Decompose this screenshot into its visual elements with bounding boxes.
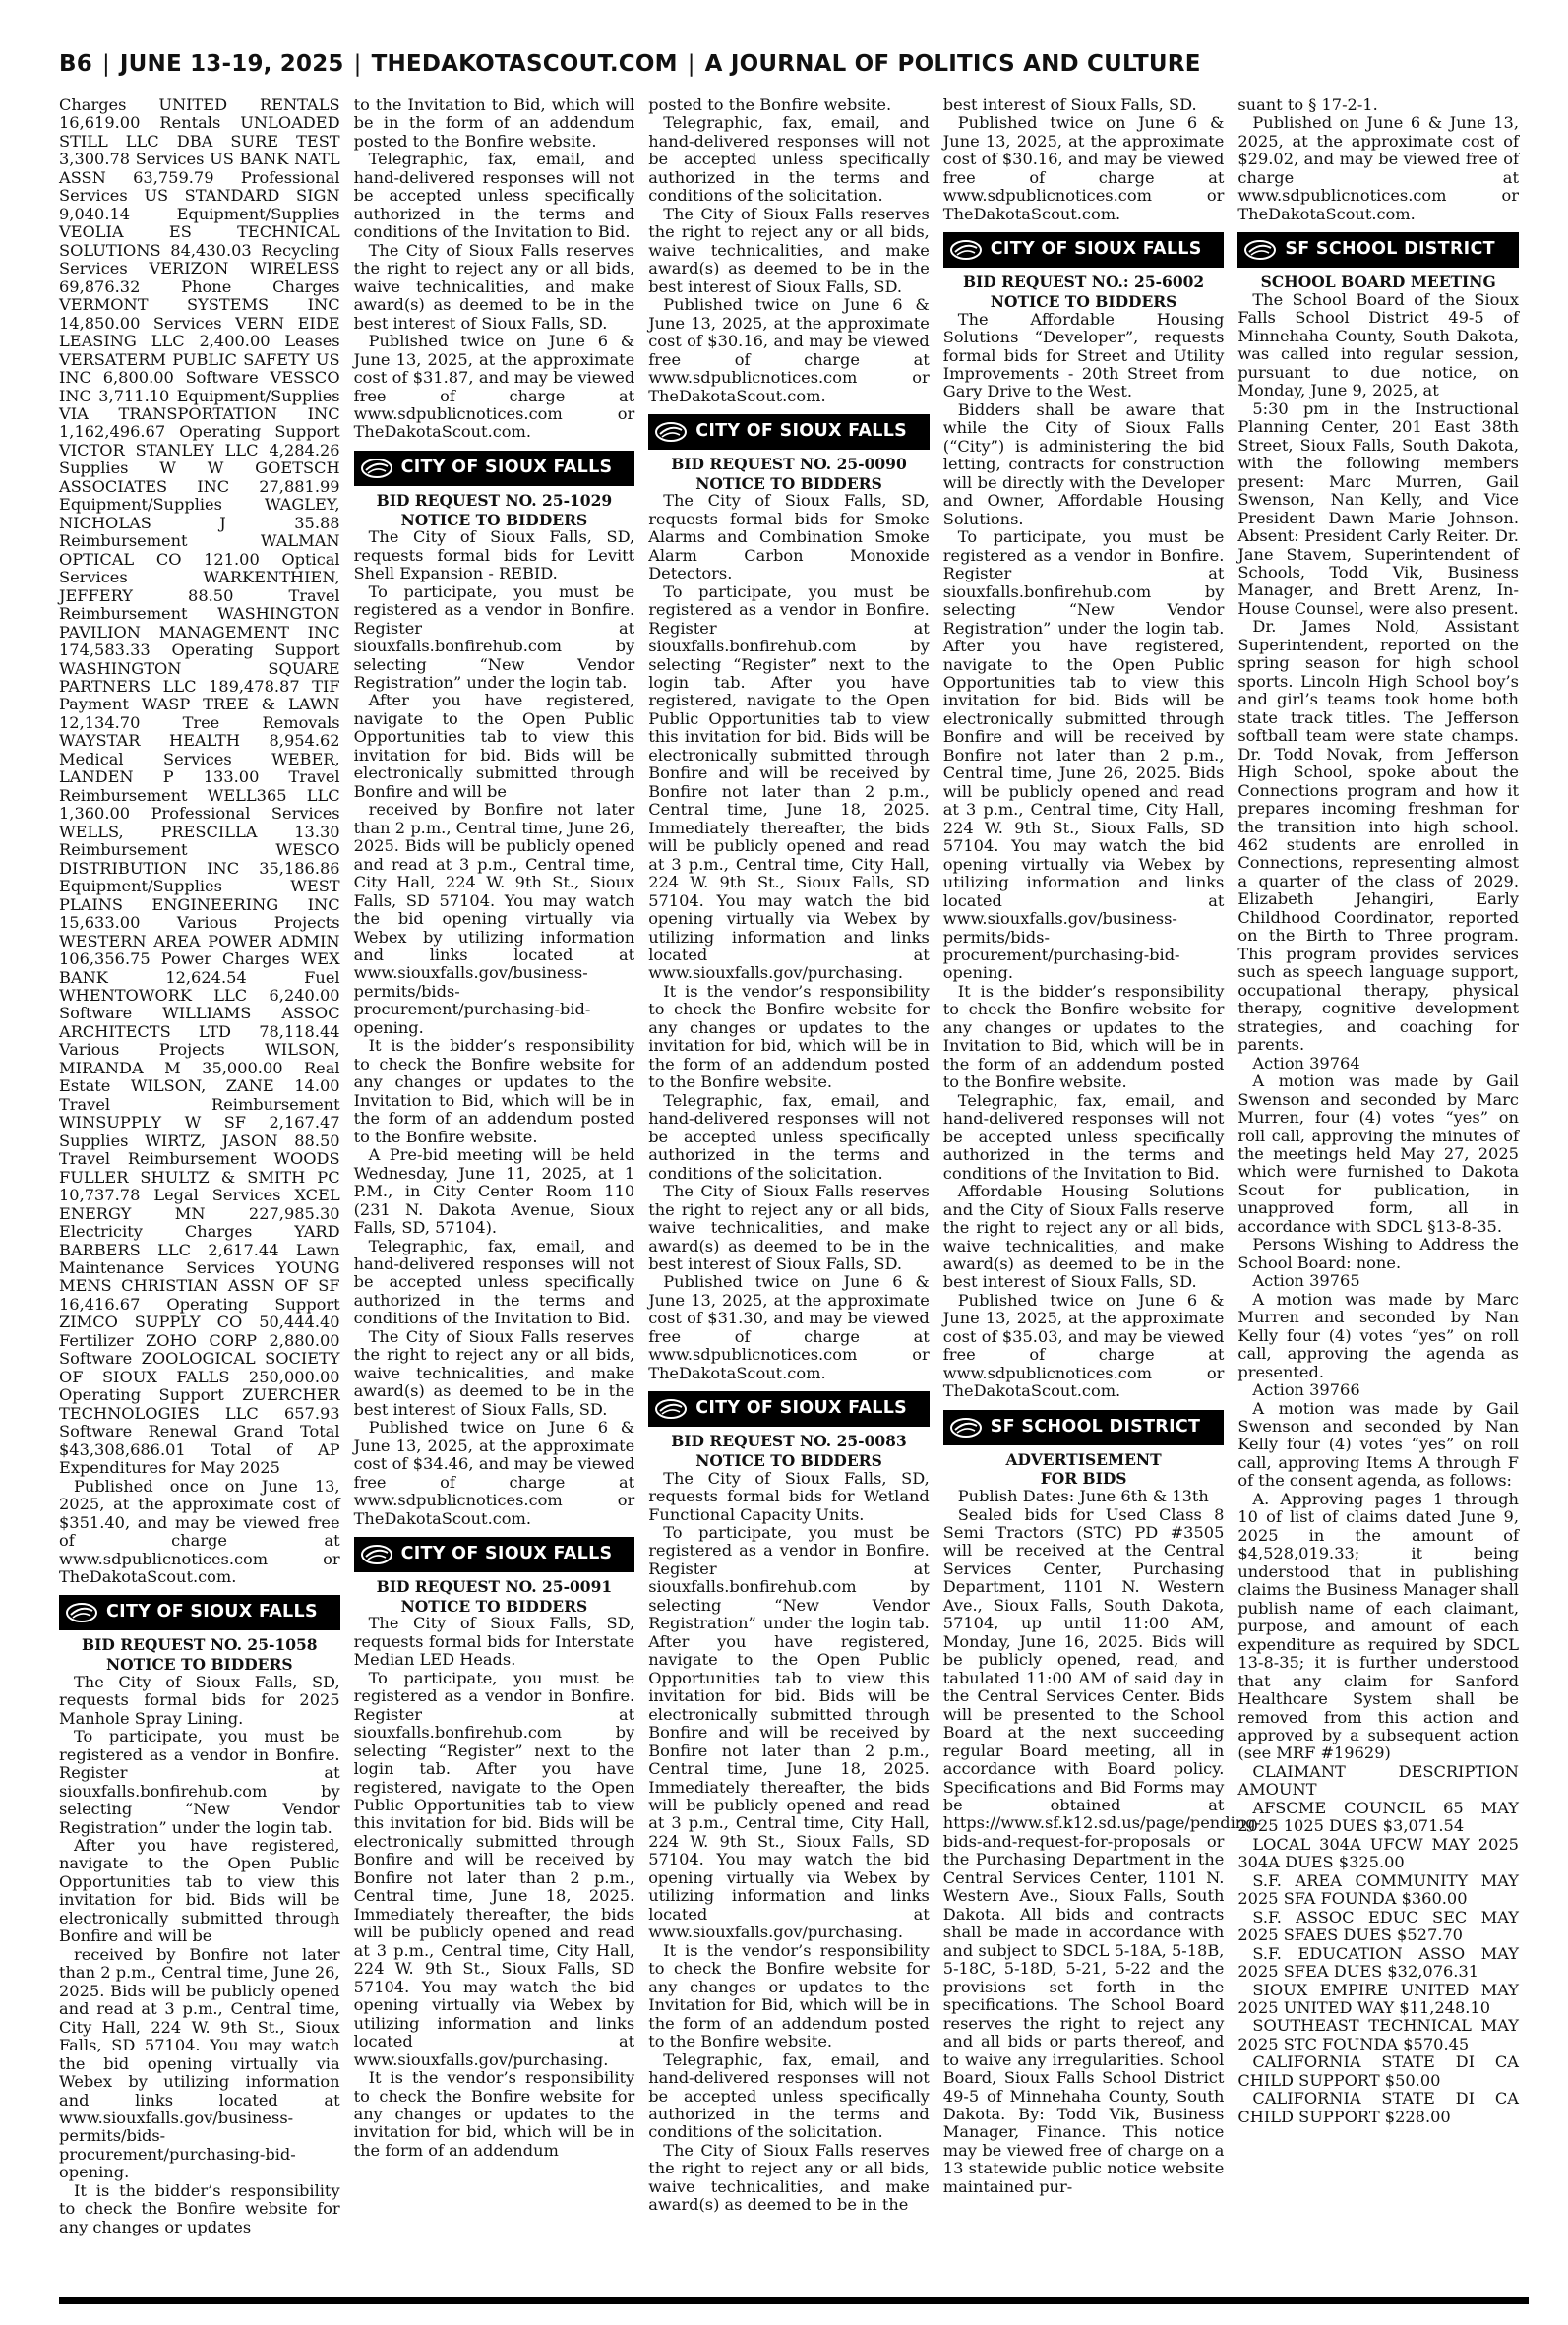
publication-note: Published twice on June 6 & June 13, 2025, at the approximate cost of $30.16, and may be viewed free of charge at www.sdpublicnotices.com or TheDakotaScout.com. [942, 113, 1225, 223]
paragraph: Telegraphic, fax, email, and hand-delivered responses will not be accepted unless specifically authorized in the terms and conditions of the Invitation to Bid. [353, 150, 635, 242]
claims-row: S.F. AREA COMMUNITY MAY 2025 SFA FOUNDA $360.00 [1237, 1870, 1519, 1909]
notice-title: NOTICE TO BIDDERS [990, 291, 1177, 311]
banner-label: CITY OF SIOUX FALLS [990, 239, 1202, 260]
bid-request-title: BID REQUEST NO. 25-0091 [376, 1577, 613, 1596]
paragraph: Telegraphic, fax, email, and hand-delivered responses will not be accepted unless specifically authorized in the terms and conditions of the solicitation. [648, 2050, 930, 2142]
paragraph: 5:30 pm in the Instructional Planning Center, 201 East 38th Street, Sioux Falls, South Dakota, with the following members present: Marc Murren, Gail Swenson, Nan Kelly, and Vice President Dawn Marie Johnson. Absent: President Carly Reiter. Dr. Jane Stavem, Superintendent of Schools, Todd Vik, Business Manager, and Brett Arenz, In-House Counsel, were also present. [1237, 398, 1519, 618]
paragraph: To participate, you must be registered as a vendor in Bonfire. Register at siouxfalls.bonfirehub.com by selecting “Register” next to the login tab. After you have registered, navigate to the Open Public Opportunities tab to view this invitation for bid. Bids will be electronically submitted through Bonfire and will be received by Bonfire not later than 2 p.m., Central time, June 18, 2025. Immediately thereafter, the bids will be publicly opened and read at 3 p.m., Central time, City Hall, 224 W. 9th St., Sioux Falls, SD 57104. You may watch the bid opening virtually via Webex by utilizing information and links located at www.siouxfalls.gov/purchasing. [353, 1668, 635, 2069]
bid-request-title: BID REQUEST NO. 25-0090 [671, 454, 907, 473]
paragraph: To participate, you must be registered as a vendor in Bonfire. Register at siouxfalls.bonfirehub.com by selecting “New Vendor Registration” under the login tab. [59, 1727, 340, 1837]
city-logo-icon [65, 1602, 98, 1623]
paragraph: posted to the Bonfire website. [648, 95, 892, 114]
section-banner [648, 1391, 930, 1427]
banner-label: CITY OF SIOUX FALLS [695, 1398, 908, 1419]
section-banner [648, 414, 930, 450]
paragraph: A Pre-bid meeting will be held Wednesday, June 11, 2025, at 1 P.M., in City Center Room 110 (231 N. Dakota Avenue, Sioux Falls, SD, 57104). [353, 1145, 635, 1238]
paragraph: After you have registered, navigate to the Open Public Opportunities tab to view this invitation for bid. Bids will be electronically submitted through Bonfire and will be [353, 691, 635, 801]
publication-note: Published twice on June 6 & June 13, 2025, at the approximate cost of $30.16, and may be viewed free of charge at www.sdpublicnotices.com or TheDakotaScout.com. [648, 295, 930, 405]
paragraph: The City of Sioux Falls, SD, requests formal bids for Wetland Functional Capacity Units. [648, 1468, 930, 1524]
bid-request-title: BID REQUEST NO. 25-1058 [82, 1635, 318, 1655]
page-header: B6 | JUNE 13-19, 2025 | THEDAKOTASCOUT.COM | A JOURNAL OF POLITICS AND CULTURE [59, 51, 1201, 77]
paragraph: The City of Sioux Falls, SD, requests formal bids for Smoke Alarms and Combination Smoke Alarm Carbon Monoxide Detectors. [648, 491, 930, 583]
meeting-title: SCHOOL BOARD MEETING [1260, 273, 1496, 292]
paragraph: The City of Sioux Falls reserves the right to reject any or all bids, waive technicalities, and make award(s) as deemed to be in the best interest of Sioux Falls, SD. [648, 1182, 930, 1273]
advertisement-title: ADVERTISEMENT [1005, 1449, 1162, 1469]
paragraph: Affordable Housing Solutions and the City of Sioux Falls reserve the right to reject any or all bids, waive technicalities, and make award(s) as deemed to be in the best interest of Sioux Falls, SD. [942, 1182, 1225, 1292]
paragraph: received by Bonfire not later than 2 p.m., Central time, June 26, 2025. Bids will be publicly opened and read at 3 p.m., Central time, City Hall, 224 W. 9th St., Sioux Falls, SD 57104. You may watch the bid opening virtually via Webex by utilizing information and links located at www.siouxfalls.gov/business-permits/bids-procurement/purchasing-bid-opening. [353, 800, 635, 1037]
column-3 [648, 96, 930, 2293]
paragraph: A motion was made by Gail Swenson and seconded by Marc Murren, four (4) votes “yes” on roll call, approving the minutes of the meetings held May 27, 2025 which were furnished to Dakota Scout for publication, in unapproved form, all in accordance with SDCL §13-8-35. [1237, 1071, 1519, 1236]
bid-request-title: BID REQUEST NO. 25-1029 [376, 490, 613, 510]
paragraph: The School Board of the Sioux Falls School District 49-5 of Minnehaha County, South Dakota, was called into regular session, pursuant to due notice, on Monday, June 9, 2025, at [1237, 289, 1519, 400]
publication-note: Published on June 6 & June 13, 2025, at the approximate cost of $29.02, and may be viewed free of charge at www.sdpublicnotices.com or TheDakotaScout.com. [1237, 113, 1519, 223]
school-district-logo-icon [949, 1417, 983, 1438]
paragraph: The City of Sioux Falls reserves the right to reject any or all bids, waive technicalities, and make award(s) as deemed to be in the best interest of Sioux Falls, SD. [353, 240, 635, 333]
paragraph: It is the vendor’s responsibility to check the Bonfire website for any changes or updates to the invitation for bid, which will be in the form of an addendum posted to the Bonfire website. [648, 981, 930, 1092]
section-banner [943, 1410, 1225, 1445]
paragraph: It is the vendor’s responsibility to check the Bonfire website for any changes or updates to the invitation for bid, which will be in the form of an addendum [353, 2068, 635, 2160]
banner-label: CITY OF SIOUX FALLS [400, 1544, 613, 1564]
claims-row: CALIFORNIA STATE DI CA CHILD SUPPORT $50.00 [1237, 2052, 1519, 2090]
banner-label: CITY OF SIOUX FALLS [400, 457, 613, 477]
city-logo-icon [360, 458, 393, 479]
claims-row: S.F. EDUCATION ASSO MAY 2025 SFEA DUES $32,076.31 [1237, 1943, 1519, 1982]
paragraph: To participate, you must be registered as a vendor in Bonfire. Register at siouxfalls.bonfirehub.com by selecting “New Vendor Registration” under the login tab. After you have registered, navigate to the Open Public Opportunities tab to view this invitation for bid. Bids will be electronically submitted through Bonfire and will be received by Bonfire not later than 2 p.m., Central time, June 26, 2025. Bids will be publicly opened and read at 3 p.m., Central time, City Hall, 224 W. 9th St., Sioux Falls, SD 57104. You may watch the bid opening virtually via Webex by utilizing information and links located at www.siouxfalls.gov/business-permits/bids-procurement/purchasing-bid-opening. [942, 527, 1225, 983]
notice-title: NOTICE TO BIDDERS [695, 1450, 882, 1470]
section-banner [354, 451, 635, 486]
publication-note: Published twice on June 6 & June 13, 2025, at the approximate cost of $31.87, and may be viewed free of charge at www.sdpublicnotices.com or TheDakotaScout.com. [353, 332, 635, 442]
paragraph: A. Approving pages 1 through 10 of list of claims dated June 9, 2025 in the amount of $4,528,019.33; it being understood that in publishing claims the Business Manager shall publish name of each claimant, purpose, and amount of each expenditure as required by SDCL 13-8-35; it is further understood that any claim for Sanford Healthcare System shall be removed from this action and approved by a subsequent action (see MRF #19629) [1237, 1489, 1519, 1763]
bid-request-title: BID REQUEST NO.: 25-6002 [962, 273, 1205, 292]
advertisement-subtitle: FOR BIDS [1040, 1469, 1127, 1489]
paragraph: received by Bonfire not later than 2 p.m., Central time, June 26, 2025. Bids will be publicly opened and read at 3 p.m., Central time, City Hall, 224 W. 9th St., Sioux Falls, SD 57104. You may watch the bid opening virtually via Webex by utilizing information and links located at www.siouxfalls.gov/business-permits/bids-procurement/purchasing-bid-opening. [59, 1944, 340, 2182]
paragraph: Telegraphic, fax, email, and hand-delivered responses will not be accepted unless specifically authorized in the terms and conditions of the solicitation. [648, 1090, 930, 1183]
banner-label: SF SCHOOL DISTRICT [1285, 239, 1495, 260]
paragraph: A motion was made by Gail Swenson and seconded by Nan Kelly four (4) votes “yes” on roll call, approving Items A through F of the consent agenda, as follows: [1237, 1398, 1519, 1491]
publication-note: Published twice on June 6 & June 13, 2025, at the approximate cost of $31.30, and may be viewed free of charge at www.sdpublicnotices.com or TheDakotaScout.com. [648, 1272, 930, 1382]
column-1 [59, 96, 340, 2293]
paragraph: Sealed bids for Used Class 8 Semi Tractors (STC) PD #3505 will be received at the Central Services Center, Purchasing Department, 1101 N. Western Ave., Sioux Falls, South Dakota, 57104, up until 11:00 AM, Monday, June 16, 2025. Bids will be publicly opened, read, and tabulated 11:00 AM of said day in the Central Services Center. Bids will be presented to the School Board at the next succeeding regular Board meeting, all in accordance with Board policy. Specifications and Bid Forms may be obtained at https://www.sf.k12.sd.us/page/pending-bids-and-request-for-proposals or the Purchasing Department in the Central Services Center, 1101 N. Western Ave., Sioux Falls, South Dakota. All bids and contracts shall be made in accordance with and subject to SDCL 5-18A, 5-18B, 5-18C, 5-18D, 5-21, 5-22 and the provisions set forth in the specifications. The School Board reserves the right to reject any and all bids or parts thereof, and to waive any irregularities. School Board, Sioux Falls School District 49-5 of Minnehaha County, South Dakota. By: Todd Vik, Business Manager, Finance. This notice may be viewed free of charge on a 13 statewide public notice website maintained pur- [942, 1504, 1262, 2196]
city-logo-icon [360, 1544, 393, 1565]
claims-row: AFSCME COUNCIL 65 MAY 2025 1025 DUES $3,071.54 [1237, 1798, 1519, 1836]
paragraph: Action 39766 [1252, 1380, 1360, 1400]
paragraph: Publish Dates: June 6th & 13th [957, 1487, 1209, 1506]
section-banner [1237, 232, 1519, 268]
section-banner [354, 1537, 635, 1572]
paragraph: The City of Sioux Falls, SD, requests formal bids for Levitt Shell Expansion - REBID. [353, 527, 635, 583]
claims-row: S.F. ASSOC EDUC SEC MAY 2025 SFAES DUES $527.70 [1237, 1907, 1519, 1945]
claims-list: Charges UNITED RENTALS 16,619.00 Rentals UNLOADED STILL LLC DBA SURE TEST 3,300.78 Services US BANK NATL ASSN 63,759.79 Professional Services US STANDARD SIGN 9,040.14 Equipment/Supplies VEOLIA ES TECHNICAL SOLUTIONS 84,430.03 Recycling Services VERIZON WIRELESS 69,876.32 Phone Charges VERMONT SYSTEMS INC 14,850.00 Services VERN EIDE LEASING LLC 2,400.00 Leases VERSATERM PUBLIC SAFETY US INC 6,800.00 Software VESSCO INC 3,711.10 Equipment/Supplies VIA TRANSPORTATION INC 1,162,496.67 Operating Support VICTOR STANLEY LLC 4,284.26 Supplies W W GOETSCH ASSOCIATES INC 27,881.99 Equipment/Supplies WAGLEY, NICHOLAS J 35.88 Reimbursement WALMAN OPTICAL CO 121.00 Optical Services WARKENTHIEN, JEFFERY 88.50 Travel Reimbursement WASHINGTON PAVILION MANAGEMENT INC 174,583.33 Operating Support WASHINGTON SQUARE PARTNERS LLC 189,478.87 TIF Payment WASP TREE & LAWN 12,134.70 Tree Removals WAYSTAR HEALTH 8,954.62 Medical Services WEBER, LANDEN P 133.00 Travel Reimbursement WELL365 LLC 1,360.00 Professional Services WELLS, PRESCILLA 13.30 Reimbursement WESCO DISTRIBUTION INC 35,186.86 Equipment/Supplies WEST PLAINS ENGINEERING INC 15,633.00 Various Projects WESTERN AREA POWER ADMIN 106,356.75 Power Charges WEX BANK 12,624.54 Fuel WHENTOWORK LLC 6,240.00 Software WILLIAMS ASSOC ARCHITECTS LTD 78,118.44 Various Projects WILSON, MIRANDA M 35,000.00 Real Estate WILSON, ZANE 14.00 Travel Reimbursement WINSUPPLY W SF 2,167.47 Supplies WIRTZ, JASON 88.50 Travel Reimbursement WOODS FULLER SHULTZ & SMITH PC 10,737.78 Legal Services XCEL ENERGY MN 227,985.30 Electricity Charges YARD BARBERS LLC 2,617.44 Lawn Maintenance Services YOUNG MENS CHRISTIAN ASSN OF SF 16,416.67 Operating Support ZIMCO SUPPLY CO 50,444.40 Fertilizer ZOHO CORP 2,880.00 Software ZOOLOGICAL SOCIETY OF SIOUX FALLS 250,000.00 Operating Support ZUERCHER TECHNOLOGIES LLC 657.93 Software Renewal Grand Total $43,308,686.01 Total of AP Expenditures for May 2025 [59, 95, 340, 1478]
paragraph: To participate, you must be registered as a vendor in Bonfire. Register at siouxfalls.bonfirehub.com by selecting “New Vendor Registration” under the login tab. [353, 581, 635, 692]
paragraph: The City of Sioux Falls, SD, requests formal bids for 2025 Manhole Spray Lining. [59, 1672, 340, 1728]
column-5 [1237, 96, 1519, 2293]
page-number: B6 [59, 51, 92, 77]
bottom-rule [59, 2297, 1529, 2304]
publication-note: Published twice on June 6 & June 13, 2025, at the approximate cost of $34.46, and may be viewed free of charge at www.sdpublicnotices.com or TheDakotaScout.com. [353, 1418, 635, 1528]
paragraph: Telegraphic, fax, email, and hand-delivered responses will not be accepted unless specifically authorized in the terms and conditions of the Invitation to Bid. [942, 1090, 1225, 1183]
claims-row: CALIFORNIA STATE DI CA CHILD SUPPORT $228.00 [1237, 2089, 1519, 2126]
paragraph: suant to § 17-2-1. [1237, 95, 1378, 114]
paragraph: A motion was made by Marc Murren and seconded by Nan Kelly four (4) votes “yes” on roll call, approving the agenda as presented. [1237, 1289, 1519, 1381]
publication-note: Published twice on June 6 & June 13, 2025, at the approximate cost of $35.03, and may be viewed free of charge at www.sdpublicnotices.com or TheDakotaScout.com. [942, 1290, 1225, 1401]
claims-row: LOCAL 304A UFCW MAY 2025 304A DUES $325.00 [1237, 1834, 1519, 1872]
paragraph: Persons Wishing to Address the School Board: none. [1237, 1235, 1519, 1272]
bid-request-title: BID REQUEST NO. 25-0083 [671, 1432, 907, 1451]
paragraph: Telegraphic, fax, email, and hand-delivered responses will not be accepted unless specifically authorized in the terms and conditions of the solicitation. [648, 113, 930, 206]
paragraph: Bidders shall be aware that while the City of Sioux Falls (“City”) is administering the bid letting, contracts for construction will be directly with the Developer and Owner, Affordable Housing Solutions. [942, 399, 1225, 528]
claims-row: SOUTHEAST TECHNICAL MAY 2025 STC FOUNDA $570.45 [1237, 2016, 1519, 2053]
paragraph: To participate, you must be registered as a vendor in Bonfire. Register at siouxfalls.bonfirehub.com by selecting “Register” next to the login tab. After you have registered, navigate to the Open Public Opportunities tab to view this invitation for bid. Bids will be electronically submitted through Bonfire and will be received by Bonfire not later than 2 p.m., Central time, June 18, 2025. Immediately thereafter, the bids will be publicly opened and read at 3 p.m., Central time, City Hall, 224 W. 9th St., Sioux Falls, SD 57104. You may watch the bid opening virtually via Webex by utilizing information and links located at www.siouxfalls.gov/purchasing. [648, 581, 930, 983]
paragraph: It is the vendor’s responsibility to check the Bonfire website for any changes or updates to the Invitation for Bid, which will be in the form of an addendum posted to the Bonfire website. [648, 1940, 930, 2051]
notice-title: NOTICE TO BIDDERS [400, 510, 588, 529]
paragraph: The City of Sioux Falls reserves the right to reject any or all bids, waive technicalities, and make award(s) as deemed to be in the best interest of Sioux Falls, SD. [353, 1326, 635, 1419]
site-name: THEDAKOTASCOUT.COM [371, 51, 678, 77]
notice-title: NOTICE TO BIDDERS [695, 473, 882, 493]
paragraph: After you have registered, navigate to the Open Public Opportunities tab to view this invitation for bid. Bids will be electronically submitted through Bonfire and will be [59, 1835, 340, 1946]
paragraph: It is the bidder’s responsibility to check the Bonfire website for any changes or updates [59, 2180, 340, 2236]
paragraph: It is the bidder’s responsibility to check the Bonfire website for any changes or updates to the Invitation to Bid, which will be in the form of an addendum posted to the Bonfire website. [942, 981, 1225, 1092]
issue-date: JUNE 13-19, 2025 [119, 51, 344, 77]
paragraph: to the Invitation to Bid, which will be in the form of an addendum posted to the Bonfire website. [353, 95, 635, 151]
column-4 [942, 95, 1262, 2293]
notice-columns [59, 96, 1519, 2293]
section-banner [59, 1595, 340, 1630]
banner-label: SF SCHOOL DISTRICT [990, 1416, 1201, 1437]
city-logo-icon [654, 421, 688, 443]
paragraph: Action 39765 [1252, 1271, 1360, 1291]
notice-title: NOTICE TO BIDDERS [400, 1596, 588, 1616]
tagline: A JOURNAL OF POLITICS AND CULTURE [704, 51, 1201, 77]
column-2 [354, 96, 635, 2293]
paragraph: It is the bidder’s responsibility to check the Bonfire website for any changes or updates to the Invitation to Bid, which will be in the form of an addendum posted to the Bonfire website. [353, 1036, 635, 1146]
publication-note: Published once on June 13, 2025, at the approximate cost of $351.40, and may be viewed free of charge at www.sdpublicnotices.com or TheDakotaScout.com. [59, 1476, 340, 1586]
banner-label: CITY OF SIOUX FALLS [695, 421, 908, 441]
paragraph: To participate, you must be registered as a vendor in Bonfire. Register at siouxfalls.bonfirehub.com by selecting “New Vendor Registration” under the login tab. After you have registered, navigate to the Open Public Opportunities tab to view this invitation for bid. Bids will be electronically submitted through Bonfire and will be received by Bonfire not later than 2 p.m., Central time, June 18, 2025. Immediately thereafter, the bids will be publicly opened and read at 3 p.m., Central time, City Hall, 224 W. 9th St., Sioux Falls, SD 57104. You may watch the bid opening virtually via Webex by utilizing information and links located at www.siouxfalls.gov/purchasing. [648, 1522, 930, 1942]
claims-row: CLAIMANT DESCRIPTION AMOUNT [1237, 1761, 1519, 1800]
paragraph: Dr. James Nold, Assistant Superintendent, reported on the spring season for high school sports. Lincoln High School boy’s and girl’s teams took home both state track titles. The Jefferson softball team were state champs. Dr. Todd Novak, from Jefferson High School, spoke about the Connections program and how it prepares incoming freshman for the transition into high school. 462 students are enrolled in Connections, representing almost a quarter of the class of 2029. Elizabeth Jehangiri, Early Childhood Coordinator, reported on the Birth to Three program. This program provides services such as speech language support, occupational therapy, physical therapy, cognitive development strategies, and coaching for parents. [1237, 617, 1519, 1055]
paragraph: The City of Sioux Falls, SD, requests formal bids for Interstate Median LED Heads. [353, 1614, 635, 1670]
paragraph: Action 39764 [1252, 1053, 1360, 1072]
paragraph: The City of Sioux Falls reserves the right to reject any or all bids, waive technicalities, and make award(s) as deemed to be in the [648, 2140, 930, 2215]
paragraph: The City of Sioux Falls reserves the right to reject any or all bids, waive technicalities, and make award(s) as deemed to be in the best interest of Sioux Falls, SD. [648, 204, 930, 296]
paragraph: Telegraphic, fax, email, and hand-delivered responses will not be accepted unless specifically authorized in the terms and conditions of the Invitation to Bid. [353, 1236, 635, 1328]
paragraph: The Affordable Housing Solutions “Developer”, requests formal bids for Street and Utility Improvements - 20th Street from Gary Drive to the West. [942, 309, 1225, 401]
city-logo-icon [654, 1398, 688, 1420]
school-district-logo-icon [1243, 239, 1277, 261]
paragraph: best interest of Sioux Falls, SD. [942, 95, 1197, 114]
banner-label: CITY OF SIOUX FALLS [106, 1602, 318, 1622]
notice-title: NOTICE TO BIDDERS [106, 1655, 293, 1675]
section-banner [943, 232, 1225, 268]
city-logo-icon [949, 239, 983, 261]
claims-row: SIOUX EMPIRE UNITED MAY 2025 UNITED WAY $11,248.10 [1237, 1980, 1519, 2017]
